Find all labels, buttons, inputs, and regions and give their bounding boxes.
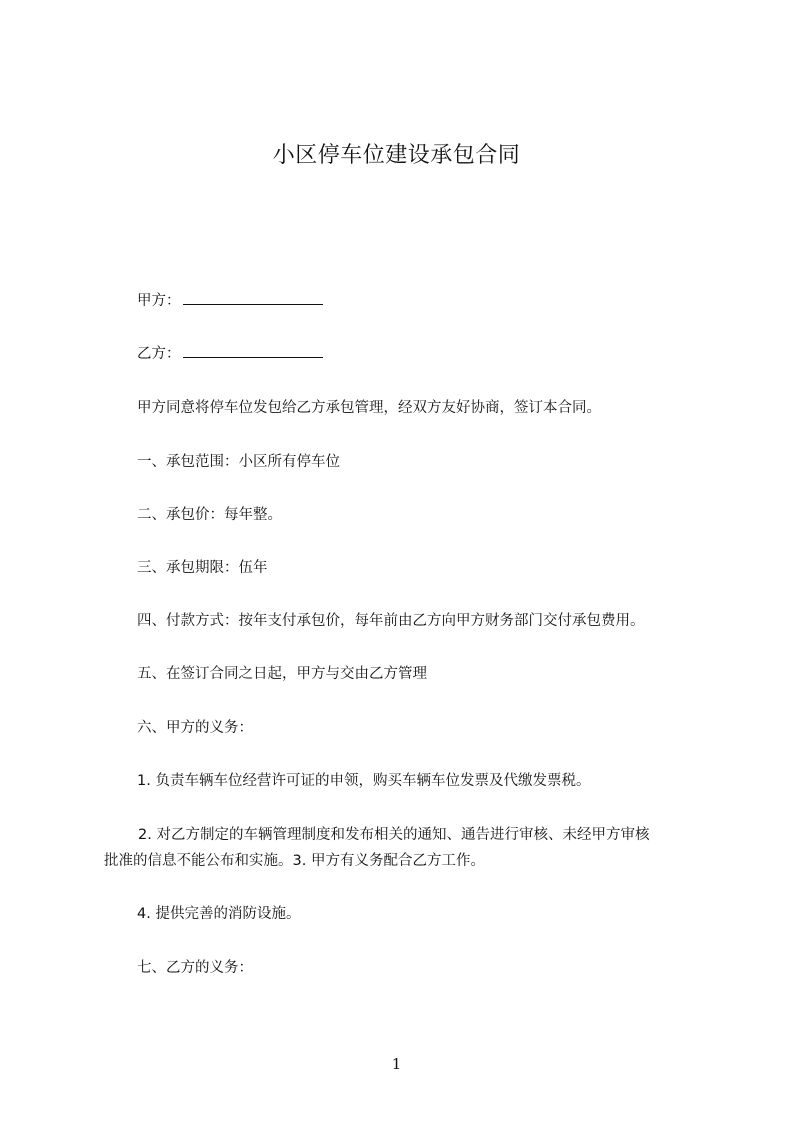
clause-2: 二、承包价：每年整。 [137, 507, 282, 523]
party-a-duty-4: 4. 提供完善的消防设施。 [137, 906, 301, 922]
party-b-label: 乙方： [137, 346, 181, 362]
intro-paragraph: 甲方同意将停车位发包给乙方承包管理，经双方友好协商，签订本合同。 [137, 400, 601, 416]
party-a-label: 甲方： [137, 293, 181, 309]
clause-7: 七、乙方的义务： [137, 960, 253, 976]
clause-3: 三、承包期限：伍年 [137, 560, 268, 576]
party-a-blank [183, 290, 323, 305]
clause-6: 六、甲方的义务： [137, 720, 253, 736]
page-number: 1 [391, 1055, 402, 1073]
party-a-line [137, 290, 323, 312]
document-title: 小区停车位建设承包合同 [272, 143, 521, 168]
clause-1: 一、承包范围：小区所有停车位 [137, 454, 340, 470]
party-a-duty-1: 1. 负责车辆车位经营许可证的申领，购买车辆车位发票及代缴发票税。 [137, 773, 591, 789]
clause-5: 五、在签订合同之日起，甲方与交由乙方管理 [137, 666, 427, 682]
party-a-duty-2-line-1: 2. 对乙方制定的车辆管理制度和发布相关的通知、通告进行审核、未经甲方审核 [138, 827, 650, 843]
party-a-duty-2-line-2: 批准的信息不能公布和实施。3. 甲方有义务配合乙方工作。 [104, 853, 485, 869]
clause-4: 四、付款方式：按年支付承包价，每年前由乙方向甲方财务部门交付承包费用。 [137, 613, 645, 629]
party-a-duty-2-paragraph [104, 822, 704, 874]
party-b-blank [183, 343, 323, 358]
party-b-line [137, 343, 323, 365]
